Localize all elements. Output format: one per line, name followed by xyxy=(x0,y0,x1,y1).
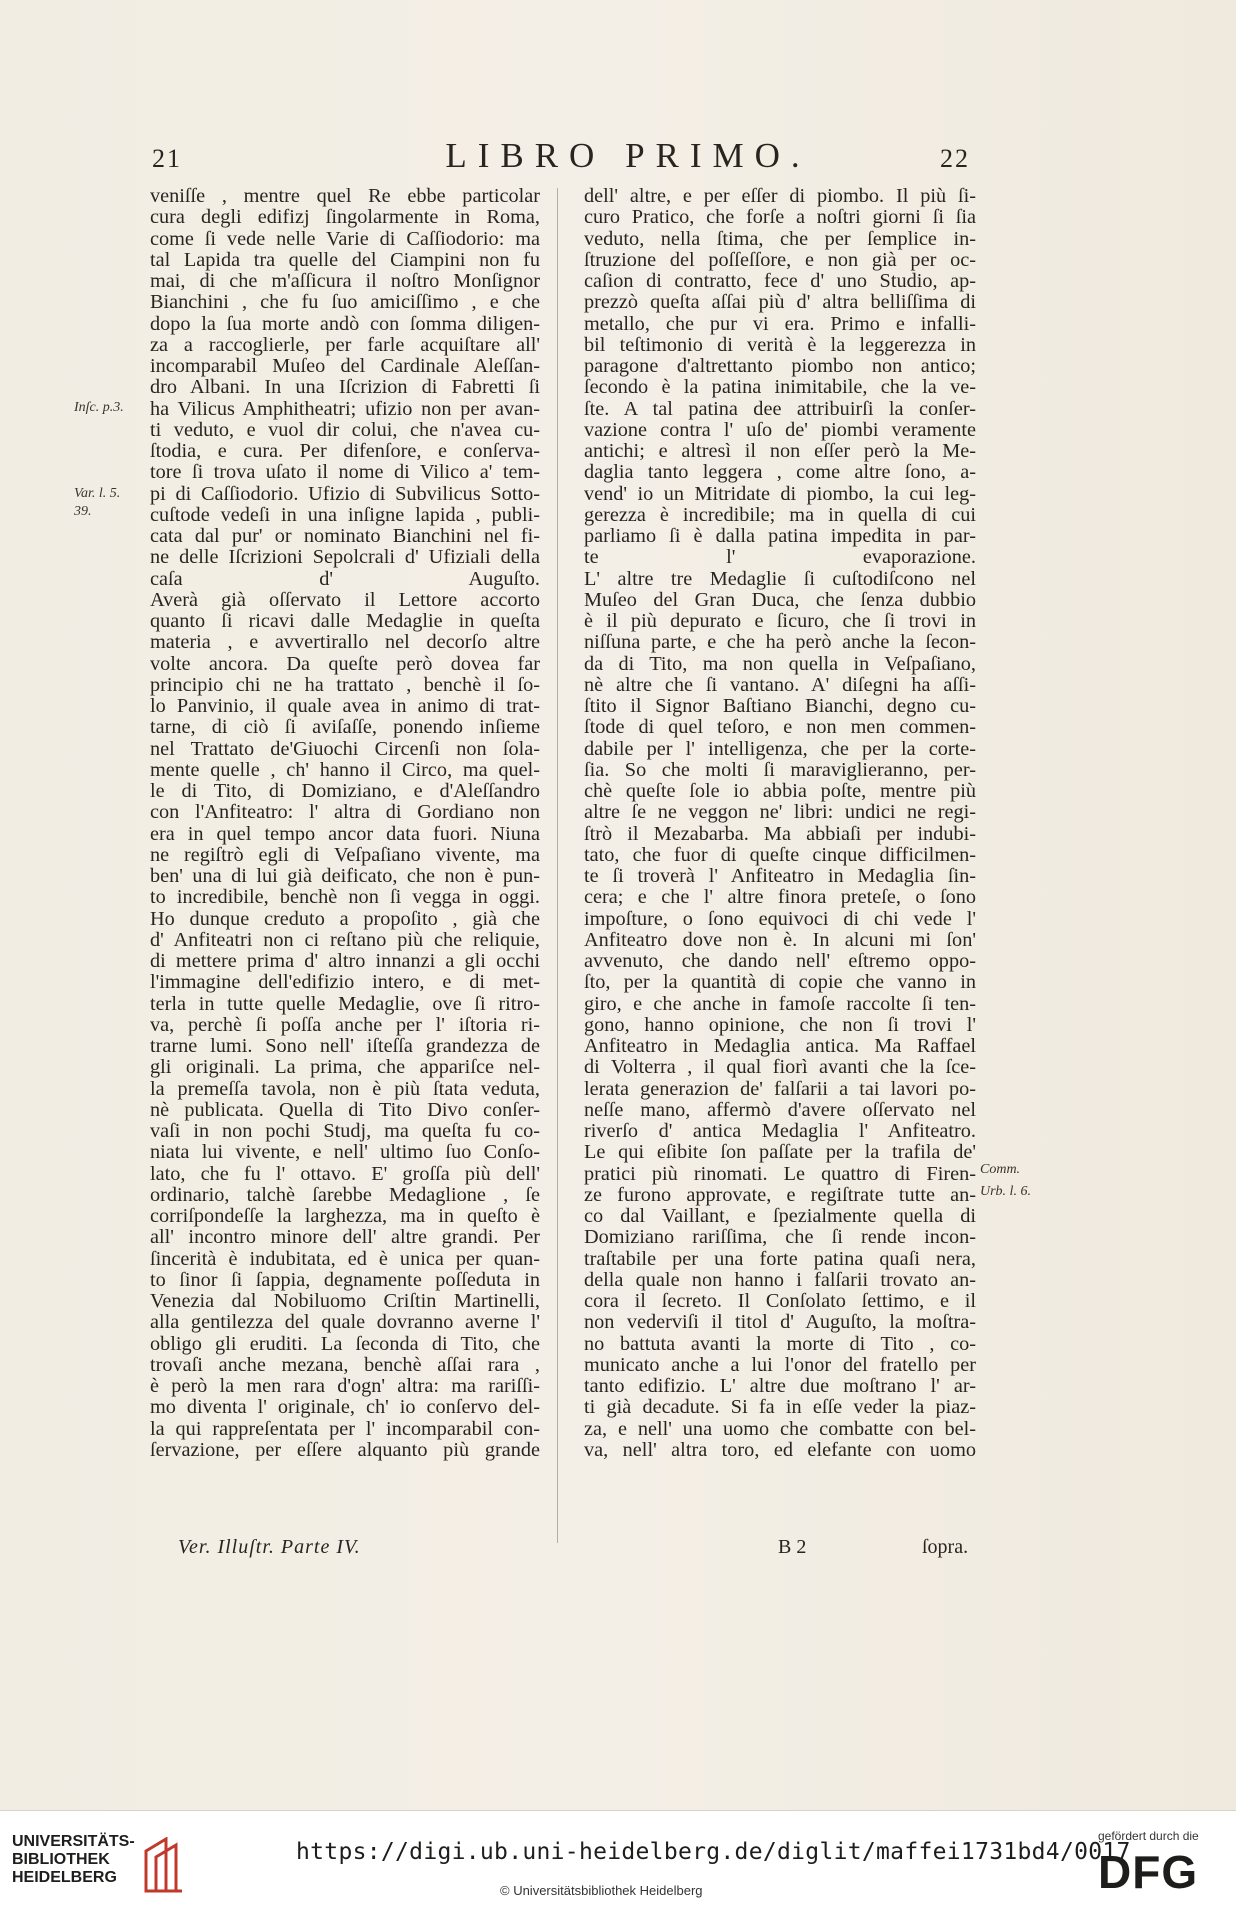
text-line: cuſtode vedeſi in una inſigne lapida , publi- xyxy=(150,504,540,526)
text-line: con l'Anfiteatro: l' altra di Gordiano non xyxy=(150,802,540,824)
margin-note-var-page: 39. xyxy=(74,504,92,519)
text-line: ſervazione, per eſſere alquanto più grande xyxy=(150,1439,540,1461)
text-line: dopo la ſua morte andò con ſomma diligen- xyxy=(150,313,540,335)
text-line: gono, hanno opinione, che non ſi trovi l' xyxy=(584,1014,976,1036)
text-line: dro Albani. In una Iſcrizion di Fabretti ſi xyxy=(150,377,540,399)
text-line: principio chi ne ha trattato , benchè il ſo- xyxy=(150,674,540,696)
text-line: Averà già oſſervato il Lettore accorto xyxy=(150,589,540,611)
text-line: da di Tito, ma non quella in Veſpaſiano, xyxy=(584,653,976,675)
text-line: alla gentilezza del quale dovranno averne l' xyxy=(150,1312,540,1334)
margin-note-comm: Comm. xyxy=(980,1162,1021,1177)
text-line: te ſi troverà l' Anfiteatro in Medaglia ſin- xyxy=(584,866,976,887)
dfg-logo[interactable]: DFG xyxy=(1098,1846,1199,1898)
funding-caption: gefördert durch die xyxy=(1098,1829,1199,1843)
viewer-footer-bar xyxy=(0,1810,1236,1909)
text-line: co dal Vaillant, e ſpezialmente quella di xyxy=(584,1206,976,1227)
text-line: le di Tito, di Domiziano, e d'Aleſſandro xyxy=(150,781,540,802)
text-line: L' altre tre Medaglie ſi cuſtodiſcono nel xyxy=(584,568,976,590)
text-line: za a raccoglierle, per farle acquiſtare all' xyxy=(150,334,540,356)
text-line: tore ſi trova uſato il nome di Vilico a' tem- xyxy=(150,462,540,484)
text-line: nè altre che ſi vantano. A' diſegni ha aſſi- xyxy=(584,674,976,696)
text-line: antichi; e altresì il non eſſer però la Me- xyxy=(584,441,976,462)
text-line: neſſe mano, affermò d'avere oſſervato nel xyxy=(584,1099,976,1121)
text-line: lo Panvinio, il quale avea in animo di trat- xyxy=(150,696,540,717)
text-line: chè queſte ſole io abbia poſte, mentre più xyxy=(584,781,976,802)
text-line: pi di Caſſiodorio. Ufizio di Subvilicus Sotto- xyxy=(150,483,540,505)
text-line: ſte. A tal patina dee attribuirſi la conſer- xyxy=(584,398,976,420)
margin-note-inscr: Inſc. p.3. xyxy=(74,400,124,415)
text-line: ſia. So che molti ſi maraviglieranno, per- xyxy=(584,759,976,781)
text-line: to incredibile, benchè non ſi vegga in oggi. xyxy=(150,887,540,909)
text-line: è però la men rara d'ogn' altra: ma rariſſi- xyxy=(150,1376,540,1397)
text-line: volte ancora. Da queſte però dovea far xyxy=(150,653,540,675)
text-line: va, nell' altra toro, ed elefante con uomo xyxy=(584,1439,976,1461)
footer-catchword: ſopra. xyxy=(922,1536,969,1558)
text-line: corriſpondeſſe la larghezza, ma in queſto è xyxy=(150,1206,540,1227)
text-line: paragone d'altrettanto piombo non antico; xyxy=(584,356,976,377)
text-line: ze furono approvate, e regiſtrate tutte an- xyxy=(584,1184,976,1206)
text-line: mo diventa l' originale, ch' io conſervo del- xyxy=(150,1397,540,1419)
text-line: nè publicata. Quella di Tito Divo conſer- xyxy=(150,1099,540,1121)
library-logo[interactable] xyxy=(12,1833,232,1893)
text-line: municato anche a lui l'onor del fratello per xyxy=(584,1354,976,1376)
text-line: niſſuna parte, e che ha però anche la ſecon- xyxy=(584,632,976,654)
text-line: d' Anfiteatri non ci reſtano più che reliquie, xyxy=(150,929,540,951)
text-line: terla in tutte quelle Medaglie, ove ſi ritro- xyxy=(150,993,540,1015)
text-line: pratici più rinomati. Le quattro di Firen- xyxy=(584,1163,976,1185)
right-text-column xyxy=(584,186,976,1461)
text-line: veniſſe , mentre quel Re ebbe particolar xyxy=(150,186,540,207)
text-line: impoſture, o ſono equivoci di chi vede l' xyxy=(584,908,976,930)
text-line: ne regiſtrò egli di Veſpaſiano vivente, ma xyxy=(150,844,540,866)
text-line: metallo, che pur vi era. Primo e infalli- xyxy=(584,313,976,335)
text-line: curo Pratico, che forſe a noſtri giorni ſi ſia xyxy=(584,207,976,229)
text-line: ſecondo è la patina inimitabile, che la ve- xyxy=(584,377,976,399)
text-line: cura degli edifizj ſingolarmente in Roma, xyxy=(150,207,540,229)
text-line: nel Trattato de'Giuochi Circenſi non ſola- xyxy=(150,738,540,760)
text-line: come ſi vede nelle Varie di Caſſiodorio: ma xyxy=(150,228,540,250)
text-line: tato, che fuor di queſte cinque difficilmen- xyxy=(584,844,976,866)
text-line: Anfiteatro dove non è. In alcuni mi ſon' xyxy=(584,929,976,951)
text-line: non vederviſi il titol d' Auguſto, la moſtra- xyxy=(584,1312,976,1334)
text-line: lato, che fu l' ottavo. E' groſſa più dell' xyxy=(150,1163,540,1185)
text-line: l'immagine dell'edifizio intero, e di met- xyxy=(150,972,540,994)
text-line: quanto ſi ricavi dalle Medaglie in queſta xyxy=(150,611,540,632)
text-line: daglia tanto leggera , come altre ſono, a- xyxy=(584,462,976,484)
text-line: della quale non hanno i falſarii trovato an- xyxy=(584,1269,976,1291)
text-line: ſto, per la quantità di copie che vanno in xyxy=(584,972,976,994)
text-line: giro, e che anche in famoſe raccolte ſi ten- xyxy=(584,993,976,1015)
text-line: riverſo d' antica Medaglia l' Anfiteatro. xyxy=(584,1121,976,1142)
text-line: Anfiteatro in Medaglia antica. Ma Raffael xyxy=(584,1036,976,1057)
text-line: incomparabil Muſeo del Cardinale Aleſſan- xyxy=(150,356,540,377)
text-line: ſtrò il Mezabarba. Ma abbiaſi per indubi- xyxy=(584,823,976,845)
margin-note-var: Var. l. 5. xyxy=(74,486,121,501)
footer-signature: B 2 xyxy=(778,1536,807,1558)
text-line: ſtodia, e cura. Per difenſore, e conſerva- xyxy=(150,441,540,462)
text-line: lerata generazion de' falſarii a tai lavori po- xyxy=(584,1078,976,1100)
text-line: bil teſtimonio di verità è la leggerezza in xyxy=(584,334,976,356)
text-line: tal Lapida tra quelle del Ciampini non fu xyxy=(150,249,540,271)
text-line: era in quel tempo ancor data fuori. Niuna xyxy=(150,823,540,845)
text-line: all' incontro minore dell' altre grandi. Per xyxy=(150,1227,540,1249)
text-line: niata lui vivente, e nell' ultimo ſuo Conſo- xyxy=(150,1142,540,1164)
text-line: obligo gli eruditi. La ſeconda di Tito, che xyxy=(150,1333,540,1355)
text-line: parliamo ſi è dalla patina impedita in par- xyxy=(584,526,976,547)
text-line: cata dal pur' or nominato Bianchini nel fi- xyxy=(150,526,540,547)
text-line: cora il ſecreto. Il Conſolato ſettimo, e il xyxy=(584,1291,976,1312)
text-line: trovaſi anche mezana, benchè aſſai rara , xyxy=(150,1354,540,1376)
text-line: za, e nell' una uomo che combatte con bel- xyxy=(584,1418,976,1440)
text-line: ſtito il Signor Baſtiano Bianchi, degno cu- xyxy=(584,696,976,717)
text-line: Domiziano rariſſima, che ſi rende incon- xyxy=(584,1227,976,1249)
text-line: traſtabile per una forte patina quaſi nera, xyxy=(584,1248,976,1270)
text-line: veduto, nella ſtima, che per ſemplice in- xyxy=(584,228,976,250)
text-line: gerezza è incredibile; ma in quella di cui xyxy=(584,504,976,526)
text-line: cera; e che l' altre finora preteſe, o ſono xyxy=(584,887,976,909)
text-line: dell' altre, e per eſſer di piombo. Il più ſi- xyxy=(584,186,976,207)
text-line: vaſi in non pochi Studj, ma queſta fu co- xyxy=(150,1121,540,1142)
text-line: ben' una di lui già deificato, che non è pun- xyxy=(150,866,540,887)
text-line: avvenuto, che dando nell' eſtremo oppo- xyxy=(584,951,976,972)
permalink-url[interactable]: https://digi.ub.uni-heidelberg.de/diglit/maffei1731bd4/0017 xyxy=(296,1839,1131,1865)
footer-volume: Ver. Illuſtr. Parte IV. xyxy=(178,1536,361,1558)
text-line: vazione contra l' uſo de' piombi veramente xyxy=(584,419,976,441)
text-line: altre ſe ne veggon ne' libri: undici ne regi- xyxy=(584,802,976,824)
text-line: gli originali. La prima, che appariſce nel- xyxy=(150,1057,540,1079)
text-line: ſtode di quel teſoro, e non men commen- xyxy=(584,717,976,739)
text-line: Muſeo del Gran Duca, che ſenza dubbio xyxy=(584,589,976,611)
text-line: te l' evaporazione. xyxy=(584,547,976,569)
text-line: Bianchini , che fu ſuo amiciſſimo , e che xyxy=(150,292,540,314)
copyright-notice: © Universitätsbibliothek Heidelberg xyxy=(500,1883,703,1898)
text-line: ſincerità è indubitata, ed è unica per quan- xyxy=(150,1248,540,1270)
text-line: Ho dunque creduto a propoſito , già che xyxy=(150,908,540,930)
text-line: mai, di che m'aſſicura il noſtro Monſignor xyxy=(150,271,540,292)
text-line: di Volterra , il qual fiorì avanti che la ſce- xyxy=(584,1057,976,1079)
running-title: LIBRO PRIMO. xyxy=(445,136,811,175)
text-line: caſa d' Auguſto. xyxy=(150,568,540,590)
right-page-number: 22 xyxy=(940,144,970,173)
text-line: la premeſſa tavola, non è più ſtata veduta, xyxy=(150,1078,540,1100)
text-line: vend' io un Mitridate di piombo, la cui leg- xyxy=(584,483,976,505)
text-line: tanto edifizio. L' altre due moſtrano l' ar- xyxy=(584,1376,976,1397)
text-line: trarne lumi. Sono nell' iſteſſa grandezza de xyxy=(150,1036,540,1057)
text-line: ti già decadute. Si fa in eſſe veder la piaz- xyxy=(584,1397,976,1419)
text-line: prezzò queſta aſſai più d' altra belliſſima di xyxy=(584,292,976,314)
margin-note-urb: Urb. l. 6. xyxy=(980,1184,1031,1199)
text-line: Venezia dal Nobiluomo Criſtin Martinelli, xyxy=(150,1291,540,1312)
text-line: mente quelle , ch' hanno il Circo, ma quel- xyxy=(150,759,540,781)
text-line: ha Vilicus Amphitheatri; ufizio non per avan- xyxy=(150,398,540,420)
text-line: to ſinor ſi ſappia, degnamente poſſeduta in xyxy=(150,1269,540,1291)
text-line: è il più depurato e ſicuro, che ſi trovi in xyxy=(584,611,976,632)
column-rule xyxy=(557,188,558,1543)
text-line: ordinario, talchè ſarebbe Medaglione , ſe xyxy=(150,1184,540,1206)
text-line: ne delle Iſcrizioni Sepolcrali d' Ufiziali della xyxy=(150,547,540,569)
text-line: ſtruzione del poſſeſſore, e non già per oc- xyxy=(584,249,976,271)
left-page-number: 21 xyxy=(152,144,182,173)
text-line: no battuta avanti la morte di Tito , co- xyxy=(584,1333,976,1355)
text-line: va, perchè ſi poſſa anche per l' iſtoria ri- xyxy=(150,1014,540,1036)
text-line: caſion di contratto, fece d' uno Studio, ap- xyxy=(584,271,976,292)
left-text-column xyxy=(150,186,540,1461)
library-emblem-icon xyxy=(142,1837,186,1893)
library-name: UNIVERSITÄTS- BIBLIOTHEK HEIDELBERG xyxy=(12,1833,135,1886)
text-line: tarne, di ciò ſi aviſaſſe, ponendo inſieme xyxy=(150,717,540,739)
text-line: dabile per l' intelligenza, che per la corte- xyxy=(584,738,976,760)
text-line: di mettere prima d' altro innanzi a gli occhi xyxy=(150,951,540,972)
text-line: Le qui eſibite ſon paſſate per la trafila de' xyxy=(584,1142,976,1164)
text-line: ti veduto, e vuol dir colui, che n'avea cu- xyxy=(150,419,540,441)
text-line: materia , e avvertirallo nel decorſo altre xyxy=(150,632,540,654)
text-line: la qui rappreſentata per l' incomparabil con- xyxy=(150,1418,540,1440)
